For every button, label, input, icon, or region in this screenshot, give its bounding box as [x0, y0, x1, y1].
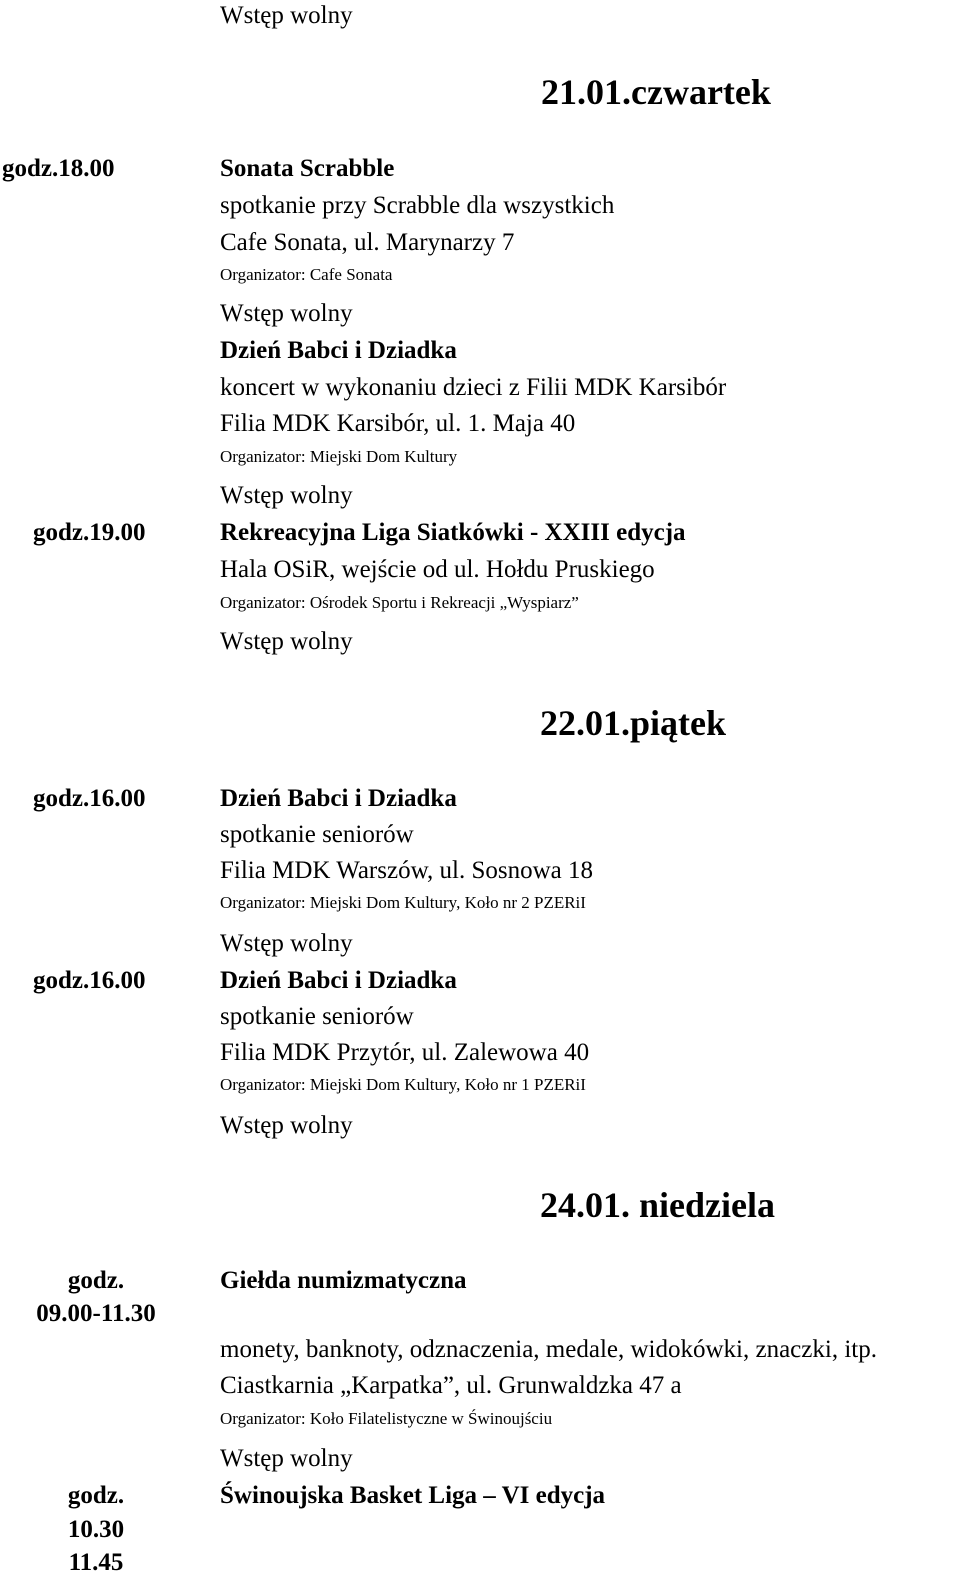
event-organizer: Organizator: Miejski Dom Kultury, Koło nr 2 PZERiI	[220, 893, 586, 912]
event-title: Dzień Babci i Dziadka	[220, 967, 457, 994]
entry-info: Wstęp wolny	[220, 2, 353, 29]
event-description: spotkanie seniorów	[220, 1003, 414, 1030]
entry-info: Wstęp wolny	[220, 482, 353, 509]
event-time: godz.16.00	[33, 967, 146, 994]
event-location: Cafe Sonata, ul. Marynarzy 7	[220, 229, 515, 256]
entry-info: Wstęp wolny	[220, 930, 353, 957]
event-time: godz.18.00	[2, 155, 115, 182]
event-title: Świnoujska Basket Liga – VI edycja	[220, 1482, 606, 1509]
event-description: monety, banknoty, odznaczenia, medale, widokówki, znaczki, itp.	[220, 1336, 877, 1363]
event-organizer: Organizator: Ośrodek Sportu i Rekreacji „Wyspiarz”	[220, 593, 579, 612]
event-organizer: Organizator: Cafe Sonata	[220, 265, 393, 284]
event-time: godz.19.00	[33, 519, 146, 546]
event-time: 09.00-11.30	[36, 1300, 156, 1327]
entry-info: Wstęp wolny	[220, 1445, 353, 1472]
event-title: Dzień Babci i Dziadka	[220, 785, 457, 812]
event-description: spotkanie seniorów	[220, 821, 414, 848]
event-organizer: Organizator: Miejski Dom Kultury, Koło nr 1 PZERiI	[220, 1075, 586, 1094]
event-description: koncert w wykonaniu dzieci z Filii MDK Karsibór	[220, 374, 727, 401]
event-time: godz.	[67, 1482, 125, 1509]
event-location: Filia MDK Przytór, ul. Zalewowa 40	[220, 1039, 590, 1066]
event-organizer: Organizator: Koło Filatelistyczne w Świnoujściu	[220, 1409, 553, 1428]
event-location: Ciastkarnia „Karpatka”, ul. Grunwaldzka 47 a	[220, 1372, 682, 1399]
event-location: Filia MDK Karsibór, ul. 1. Maja 40	[220, 410, 576, 437]
event-description: spotkanie przy Scrabble dla wszystkich	[220, 192, 615, 219]
day-heading: 24.01. niedziela	[540, 1185, 775, 1225]
entry-info: Wstęp wolny	[220, 300, 353, 327]
entry-info: Wstęp wolny	[220, 628, 353, 655]
event-time: 11.45	[68, 1549, 124, 1576]
day-heading: 21.01.czwartek	[541, 72, 771, 112]
entry-info: Wstęp wolny	[220, 1112, 353, 1139]
event-title: Sonata Scrabble	[220, 155, 395, 182]
event-location: Hala OSiR, wejście od ul. Hołdu Pruskiego	[220, 556, 655, 583]
event-time: godz.	[67, 1267, 125, 1294]
event-title: Rekreacyjna Liga Siatkówki - XXIII edycja	[220, 519, 686, 546]
event-time: 10.30	[67, 1516, 125, 1543]
event-title: Giełda numizmatyczna	[220, 1267, 467, 1294]
day-heading: 22.01.piątek	[540, 703, 727, 743]
event-organizer: Organizator: Miejski Dom Kultury	[220, 447, 458, 466]
event-location: Filia MDK Warszów, ul. Sosnowa 18	[220, 857, 593, 884]
event-time: godz.16.00	[33, 785, 146, 812]
event-title: Dzień Babci i Dziadka	[220, 337, 457, 364]
